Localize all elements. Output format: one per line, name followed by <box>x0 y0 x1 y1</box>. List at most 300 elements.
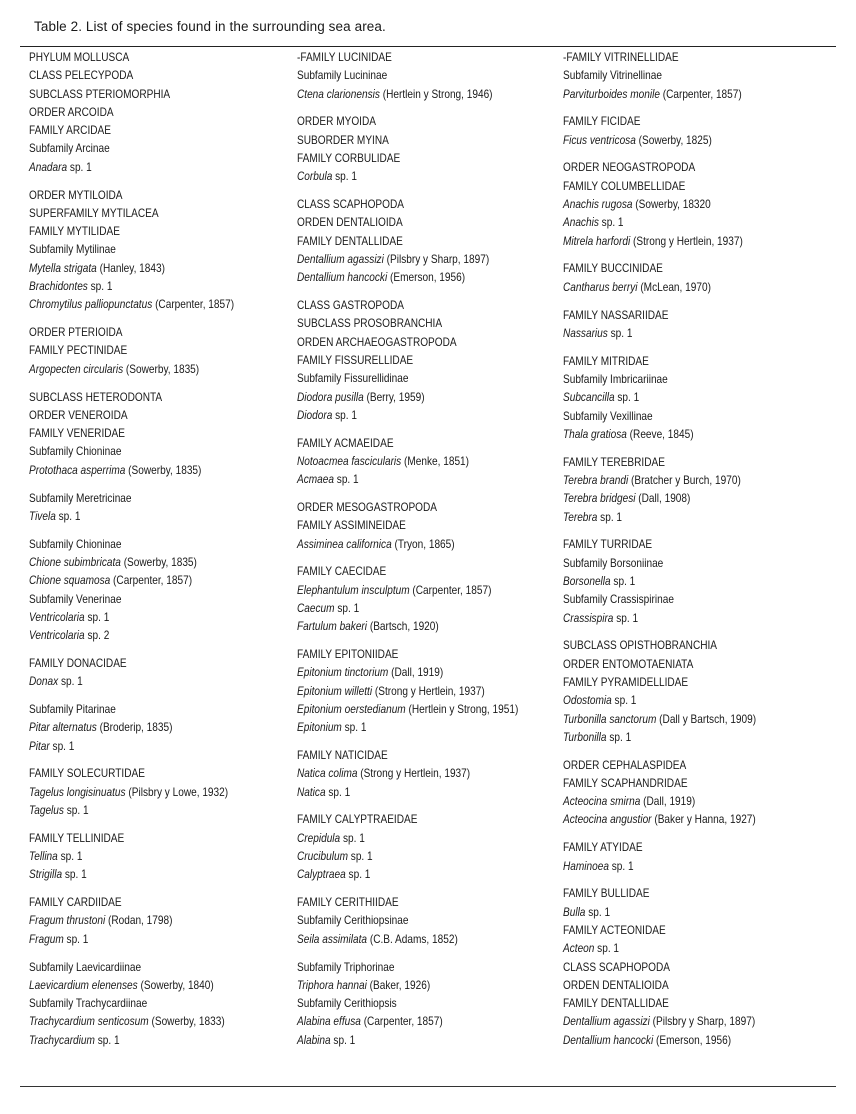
table-entry <box>563 407 790 425</box>
taxon-label: FAMILY NASSARIIDAE <box>563 307 669 322</box>
species-name: Borsonella <box>563 573 611 588</box>
taxon-label: -FAMILY VITRINELLIDAE <box>563 50 679 64</box>
species-authority: (Strong y Hertlein, 1937) <box>630 233 743 248</box>
species-name: Nassarius <box>563 325 608 340</box>
table-entry <box>29 186 256 204</box>
table-entry <box>297 829 524 847</box>
table-entry <box>297 112 524 130</box>
table-entry <box>297 958 524 976</box>
table-entry <box>297 994 524 1012</box>
table-entry <box>297 498 524 516</box>
species-name: Alabina <box>297 1032 331 1047</box>
entry-spacer <box>29 314 299 324</box>
species-name: Anachis rugosa <box>563 197 633 212</box>
species-authority: sp. 1 <box>325 784 351 799</box>
species-authority: sp. 1 <box>332 169 357 184</box>
table-entry <box>29 626 256 644</box>
taxon-label: FAMILY ASSIMINEIDAE <box>297 518 406 533</box>
species-authority: (Rodan, 1798) <box>105 913 173 928</box>
species-authority: (Hanley, 1843) <box>96 260 165 275</box>
table-entry <box>563 655 790 673</box>
taxon-label: FAMILY EPITONIIDAE <box>297 647 399 662</box>
table-entry <box>29 847 256 865</box>
taxon-label: SUBCLASS HETERODONTA <box>29 389 163 404</box>
species-name: Laevicardium elenenses <box>29 977 138 992</box>
species-authority: (Pilsbry y Sharp, 1897) <box>649 1014 756 1029</box>
table-entry <box>29 608 256 626</box>
table-entry <box>563 453 790 471</box>
species-authority: sp. 1 <box>334 601 360 616</box>
species-authority: sp. 1 <box>49 738 75 753</box>
species-authority: (Strong y Hertlein, 1937) <box>357 766 471 781</box>
species-name: Ctena clarionensis <box>297 86 380 101</box>
table-entry <box>297 1031 524 1049</box>
species-name: Natica <box>297 784 326 799</box>
table-entry <box>29 535 256 553</box>
table-entry <box>297 976 524 994</box>
species-name: Strigilla <box>29 867 63 882</box>
species-authority: sp. 1 <box>84 609 110 624</box>
table-entry <box>297 66 524 84</box>
table-entry <box>29 718 256 736</box>
species-authority: (Dall y Bartsch, 1909) <box>656 711 757 726</box>
table-entry <box>297 700 524 718</box>
taxon-label: ORDER ENTOMOTAENIATA <box>563 656 694 671</box>
table-entry <box>563 994 790 1012</box>
table-entry <box>297 213 524 231</box>
species-name: Caecum <box>297 601 335 616</box>
table-entry <box>29 406 256 424</box>
table-entry <box>29 461 256 479</box>
species-authority: (Bratcher y Burch, 1970) <box>628 472 741 487</box>
entry-spacer <box>563 250 833 260</box>
taxon-label: ORDEN ARCHAEOGASTROPODA <box>297 334 457 349</box>
taxon-label: Subfamily Chioninae <box>29 444 122 459</box>
table-entry <box>563 590 790 608</box>
table-entry <box>297 434 524 452</box>
table-entry <box>563 324 790 342</box>
table-entry <box>29 222 256 240</box>
species-name: Turbonilla sanctorum <box>563 711 657 726</box>
taxon-label: FAMILY DENTALLIDAE <box>563 996 669 1011</box>
table-entry <box>29 66 256 84</box>
table-entry <box>297 85 524 103</box>
table-entry <box>297 599 524 617</box>
table-entry <box>297 470 524 488</box>
species-authority: sp. 1 <box>606 729 632 744</box>
species-authority: sp. 1 <box>94 1032 120 1047</box>
taxon-label: FAMILY CARDIIDAE <box>29 895 122 910</box>
species-name: Fragum thrustoni <box>29 913 106 928</box>
species-authority: (Sowerby, 1835) <box>120 554 197 569</box>
table-entry <box>297 232 524 250</box>
table-entry <box>563 352 790 370</box>
table-entry <box>29 590 256 608</box>
species-name: Subcancilla <box>563 390 615 405</box>
table-entry <box>297 452 524 470</box>
species-authority: (Dall, 1919) <box>640 794 696 809</box>
table-entry <box>563 572 790 590</box>
table-entry <box>563 259 790 277</box>
table-entry <box>297 149 524 167</box>
taxon-label: FAMILY FISSURELLIDAE <box>297 352 414 367</box>
species-authority: (Sowerby, 1840) <box>137 977 214 992</box>
species-name: Parviturboides monile <box>563 86 660 101</box>
species-name: Diodora <box>297 407 333 422</box>
table-entry <box>297 167 524 185</box>
species-authority: (Carpenter, 1857) <box>409 582 492 597</box>
taxon-label: FAMILY ATYIDAE <box>563 840 643 855</box>
species-name: Anadara <box>29 159 68 174</box>
taxon-label: Subfamily Vitrinellinae <box>563 68 662 83</box>
table-entry <box>297 388 524 406</box>
taxon-label: FAMILY FICIDAE <box>563 114 641 129</box>
species-authority: sp. 1 <box>63 802 89 817</box>
entry-spacer <box>563 103 833 113</box>
species-name: Pitar <box>29 738 50 753</box>
table-entry <box>563 710 790 728</box>
table-entry <box>297 911 524 929</box>
species-name: Cantharus berryi <box>563 279 638 294</box>
entry-spacer <box>563 526 833 536</box>
table-entry <box>563 857 790 875</box>
table-entry <box>29 103 256 121</box>
entry-spacer <box>29 525 299 535</box>
species-name: Terebra <box>563 509 598 524</box>
taxon-label: SUBCLASS PTERIOMORPHIA <box>29 86 171 101</box>
table-entry <box>563 232 790 250</box>
entry-spacer <box>297 737 567 747</box>
species-authority: (C.B. Adams, 1852) <box>367 931 458 946</box>
entry-spacer <box>29 378 299 388</box>
taxon-label: SUBORDER MYINA <box>297 132 389 147</box>
table-entry <box>297 406 524 424</box>
species-authority: sp. 1 <box>341 720 367 735</box>
taxon-label: ORDER ARCOIDA <box>29 104 114 119</box>
taxon-label: Subfamily Pitarinae <box>29 702 116 716</box>
entry-spacer <box>563 875 833 885</box>
table-entry <box>29 1031 256 1049</box>
species-authority: (McLean, 1970) <box>637 279 711 294</box>
species-authority: sp. 1 <box>597 509 623 524</box>
species-authority: sp. 1 <box>63 931 89 946</box>
species-authority: (Sowerby, 1833) <box>148 1014 225 1029</box>
taxon-label: ORDER MYOIDA <box>297 114 376 129</box>
species-name: Donax <box>29 674 59 689</box>
table-entry <box>297 131 524 149</box>
taxon-label: SUBCLASS PROSOBRANCHIA <box>297 316 443 331</box>
entry-spacer <box>29 819 299 829</box>
table-entry <box>563 636 790 654</box>
table-entry <box>29 442 256 460</box>
table-entry <box>563 535 790 553</box>
species-authority: sp. 1 <box>55 508 81 523</box>
taxon-label: Subfamily Mytilinae <box>29 242 116 257</box>
table-entry <box>563 158 790 176</box>
table-entry <box>29 737 256 755</box>
taxon-label: Subfamily Venerinae <box>29 591 122 606</box>
entry-spacer <box>29 948 299 958</box>
entry-spacer <box>29 176 299 186</box>
table-entry <box>29 783 256 801</box>
table-entry <box>29 323 256 341</box>
table-entry <box>563 903 790 921</box>
species-name: Epitonium willetti <box>297 683 373 698</box>
species-name: Ventricolaria <box>29 628 85 643</box>
table-entry <box>297 865 524 883</box>
taxon-label: Subfamily Borsoniinae <box>563 555 664 570</box>
table-entry <box>29 295 256 313</box>
taxon-label: FAMILY DONACIDAE <box>29 655 127 670</box>
species-name: Mitrela harfordi <box>563 233 631 248</box>
species-authority: sp. 1 <box>598 215 624 230</box>
species-authority: (Dall, 1908) <box>635 491 691 506</box>
table-entry <box>297 930 524 948</box>
entry-spacer <box>563 443 833 453</box>
species-authority: sp. 1 <box>611 693 637 708</box>
taxon-label: FAMILY TEREBRIDAE <box>563 454 665 469</box>
table-entry <box>563 471 790 489</box>
species-name: Corbula <box>297 169 333 184</box>
taxon-label: FAMILY TURRIDAE <box>563 537 653 552</box>
species-authority: sp. 1 <box>347 849 373 864</box>
taxon-label: Subfamily Cerithiopsinae <box>297 913 409 928</box>
taxon-label: FAMILY NATICIDAE <box>297 748 388 763</box>
table-entry <box>563 48 790 66</box>
species-name: Dentallium hancocki <box>563 1032 654 1047</box>
entry-spacer <box>297 636 567 646</box>
table-top-rule <box>20 46 836 47</box>
taxon-label: ORDER VENEROIDA <box>29 407 128 422</box>
species-name: Natica colima <box>297 766 358 781</box>
species-authority: (Sowerby, 1835) <box>123 361 200 376</box>
species-name: Elephantulum insculptum <box>297 582 410 597</box>
species-authority: sp. 1 <box>608 858 634 873</box>
taxon-label: FAMILY PECTINIDAE <box>29 343 128 358</box>
taxon-label: FAMILY COLUMBELLIDAE <box>563 178 686 193</box>
table-entry <box>29 654 256 672</box>
taxon-label: FAMILY CALYPTRAEIDAE <box>297 812 418 827</box>
table-entry <box>563 370 790 388</box>
taxon-label: FAMILY SCAPHANDRIDAE <box>563 775 688 790</box>
species-authority: (Reeve, 1845) <box>626 426 694 441</box>
species-authority: sp. 1 <box>87 279 113 294</box>
taxon-label: Subfamily Triphorinae <box>297 959 395 974</box>
taxon-label: FAMILY ARCIDAE <box>29 123 111 138</box>
species-name: Bulla <box>563 904 586 919</box>
table-entry <box>29 1012 256 1030</box>
table-entry <box>297 783 524 801</box>
table-entry <box>29 388 256 406</box>
table-entry <box>297 764 524 782</box>
table-entry <box>29 360 256 378</box>
species-authority: sp. 1 <box>594 941 620 956</box>
entry-spacer <box>563 746 833 756</box>
species-authority: (Carpenter, 1857) <box>360 1014 443 1029</box>
table-entry <box>563 112 790 130</box>
species-name: Chromytilus palliopunctatus <box>29 297 153 312</box>
table-column-2 <box>297 48 567 1049</box>
table-entry <box>29 85 256 103</box>
table-entry <box>29 139 256 157</box>
taxon-label: FAMILY ACMAEIDAE <box>297 435 394 450</box>
table-entry <box>563 884 790 902</box>
table-entry <box>297 562 524 580</box>
species-authority: (Baker, 1926) <box>366 977 431 992</box>
species-name: Epitonium oerstedianum <box>297 702 406 716</box>
table-entry <box>297 351 524 369</box>
species-authority: (Emerson, 1956) <box>387 270 466 285</box>
taxon-label: Subfamily Trachycardiinae <box>29 996 148 1011</box>
species-name: Acmaea <box>297 472 334 487</box>
taxon-label: Subfamily Fissurellidinae <box>297 371 409 386</box>
table-entry <box>297 516 524 534</box>
table-entry <box>29 930 256 948</box>
species-name: Terebra brandi <box>563 472 629 487</box>
taxon-label: FAMILY CAECIDAE <box>297 564 387 579</box>
species-authority: (Dall, 1919) <box>388 665 444 680</box>
entry-spacer <box>563 829 833 839</box>
species-authority: (Broderip, 1835) <box>96 720 173 735</box>
taxon-label: CLASS PELECYPODA <box>29 68 134 83</box>
species-name: Tellina <box>29 849 58 864</box>
table-entry <box>297 48 524 66</box>
species-name: Dentallium agassizi <box>563 1014 650 1029</box>
species-name: Tagelus <box>29 802 64 817</box>
species-name: Thala gratiosa <box>563 426 627 441</box>
species-name: Fartulum bakeri <box>297 619 368 634</box>
species-authority: sp. 1 <box>607 325 633 340</box>
table-entry <box>29 424 256 442</box>
table-entry <box>29 672 256 690</box>
entry-spacer <box>297 186 567 196</box>
species-authority: (Carpenter, 1857) <box>659 86 742 101</box>
species-authority: (Menke, 1851) <box>401 453 470 468</box>
species-authority: (Tryon, 1865) <box>391 536 455 551</box>
table-entry <box>29 865 256 883</box>
taxon-label: FAMILY MITRIDAE <box>563 353 649 368</box>
entry-spacer <box>29 691 299 701</box>
species-name: Turbonilla <box>563 729 607 744</box>
taxon-label: -FAMILY LUCINIDAE <box>297 50 392 64</box>
species-authority: sp. 1 <box>333 472 359 487</box>
table-bottom-rule <box>20 1086 836 1087</box>
species-name: Alabina effusa <box>297 1014 361 1029</box>
table-entry <box>563 1012 790 1030</box>
table-entry <box>297 369 524 387</box>
table-entry <box>29 958 256 976</box>
table-entry <box>563 508 790 526</box>
taxon-label: CLASS GASTROPODA <box>297 298 404 313</box>
table-entry <box>563 131 790 149</box>
species-name: Crucibulum <box>297 849 348 864</box>
taxon-label: Subfamily Lucininae <box>297 68 388 83</box>
taxon-label: ORDER PTERIOIDA <box>29 325 123 340</box>
table-entry <box>563 792 790 810</box>
table-entry <box>297 195 524 213</box>
taxon-label: Subfamily Crassispirinae <box>563 592 674 607</box>
entry-spacer <box>563 627 833 637</box>
taxon-label: Subfamily Vexillinae <box>563 408 653 423</box>
table-entry <box>29 507 256 525</box>
species-name: Calyptraea <box>297 867 346 882</box>
table-entry <box>29 764 256 782</box>
table-entry <box>563 673 790 691</box>
taxon-label: FAMILY MYTILIDAE <box>29 224 120 239</box>
entry-spacer <box>29 884 299 894</box>
table-entry <box>563 609 790 627</box>
species-name: Acteon <box>563 941 595 956</box>
species-name: Fragum <box>29 931 64 946</box>
species-authority: sp. 1 <box>330 1032 356 1047</box>
species-authority: (Sowerby, 18320 <box>632 197 711 212</box>
species-authority: (Carpenter, 1857) <box>152 297 235 312</box>
taxon-label: Subfamily Cerithiopsis <box>297 996 397 1011</box>
taxon-label: ORDEN DENTALIOIDA <box>297 215 403 230</box>
species-name: Odostomia <box>563 693 612 708</box>
taxon-label: ORDER CEPHALASPIDEA <box>563 757 687 772</box>
species-name: Chione subimbricata <box>29 554 121 569</box>
species-name: Epitonium tinctorium <box>297 665 389 680</box>
table-entry <box>29 700 256 718</box>
entry-spacer <box>297 948 567 958</box>
table-entry <box>563 691 790 709</box>
species-authority: (Bartsch, 1920) <box>367 619 439 634</box>
taxon-label: Subfamily Arcinae <box>29 141 110 156</box>
species-name: Dentallium agassizi <box>297 251 384 266</box>
species-authority: sp. 2 <box>84 628 110 643</box>
table-entry <box>563 278 790 296</box>
species-name: Terebra bridgesi <box>563 491 636 506</box>
table-entry <box>563 66 790 84</box>
table-entry <box>29 48 256 66</box>
taxon-label: FAMILY VENERIDAE <box>29 426 125 441</box>
taxon-label: CLASS SCAPHOPODA <box>297 197 404 212</box>
table-entry <box>29 911 256 929</box>
taxon-label: CLASS SCAPHOPODA <box>563 959 670 974</box>
entry-spacer <box>297 801 567 811</box>
entry-spacer <box>297 553 567 563</box>
table-entry <box>563 756 790 774</box>
table-entry <box>29 204 256 222</box>
species-name: Seila assimilata <box>297 931 368 946</box>
entry-spacer <box>297 884 567 894</box>
entry-spacer <box>297 489 567 499</box>
species-authority: sp. 1 <box>613 610 639 625</box>
table-caption: Table 2. List of species found in the surrounding sea area. <box>34 19 386 34</box>
taxon-label: FAMILY CERITHIIDAE <box>297 895 399 910</box>
entry-spacer <box>29 644 299 654</box>
species-name: Crepidula <box>297 830 341 845</box>
taxon-label: FAMILY DENTALLIDAE <box>297 233 403 248</box>
table-entry <box>29 489 256 507</box>
taxon-label: ORDER MYTILOIDA <box>29 187 123 202</box>
species-name: Mytella strigata <box>29 260 97 275</box>
table-entry <box>29 893 256 911</box>
species-name: Chione squamosa <box>29 573 111 588</box>
taxon-label: Subfamily Imbricariinae <box>563 371 668 386</box>
entry-spacer <box>297 424 567 434</box>
species-name: Epitonium <box>297 720 342 735</box>
species-name: Trachycardium <box>29 1032 95 1047</box>
species-authority: (Pilsbry y Lowe, 1932) <box>125 784 229 799</box>
table-entry <box>29 259 256 277</box>
taxon-label: Subfamily Laevicardiinae <box>29 959 142 974</box>
species-name: Tagelus longisinuatus <box>29 784 126 799</box>
table-entry <box>29 829 256 847</box>
species-name: Haminoea <box>563 858 609 873</box>
species-name: Argopecten circularis <box>29 361 124 376</box>
